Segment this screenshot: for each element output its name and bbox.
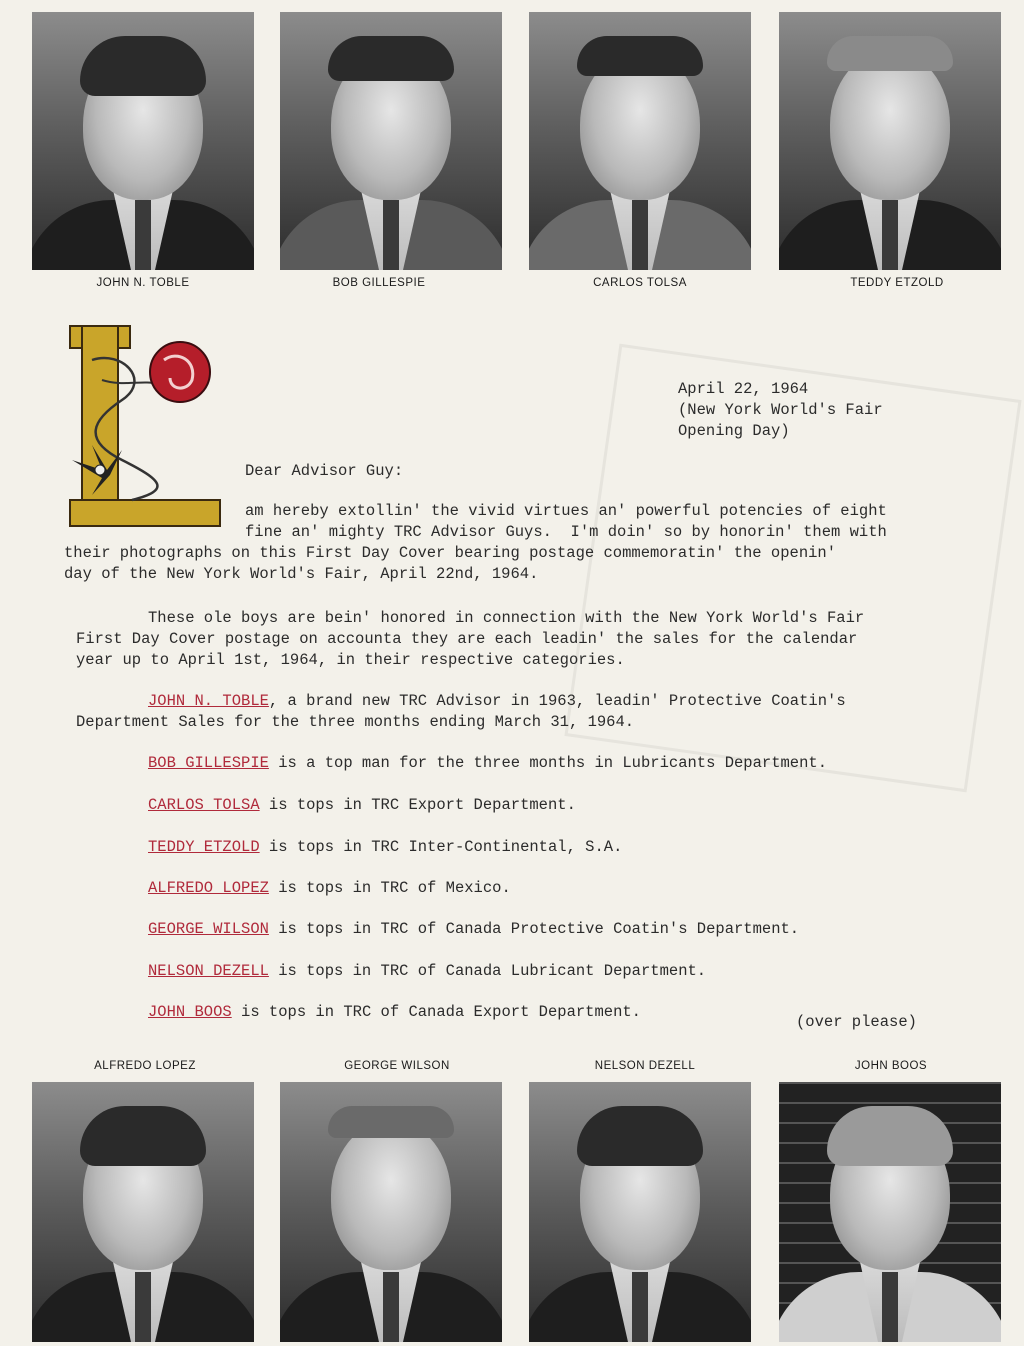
honoree-name: JOHN BOOS [148, 1003, 232, 1021]
date-line-1: April 22, 1964 [678, 380, 809, 398]
honoree-name: BOB GILLESPIE [148, 754, 269, 772]
para2-line-1: These ole boys are bein' honored in connection with the New York World's Fair [148, 609, 865, 627]
para2-line-3: year up to April 1st, 1964, in their respective categories. [76, 651, 625, 669]
photo-george-wilson [280, 1082, 502, 1342]
photo-teddy-etzold [779, 12, 1001, 270]
honoree-text: , a brand new TRC Advisor in 1963, leadin' Protective Coatin's [268, 692, 846, 710]
honoree-john-toble [148, 691, 846, 712]
over-please: (over please) [796, 1013, 917, 1031]
honoree-text: is a top man for the three months in Lubricants Department. [268, 754, 828, 772]
honoree-alfredo-lopez [148, 878, 511, 899]
honoree-text: is tops in TRC of Mexico. [268, 879, 511, 897]
honoree-name: GEORGE WILSON [148, 920, 269, 938]
date-line-3: Opening Day) [678, 422, 790, 440]
photo-alfredo-lopez [32, 1082, 254, 1342]
para2-line-2: First Day Cover postage on accounta they are each leadin' the sales for the calendar [76, 630, 858, 648]
intro-line-1: am hereby extollin' the vivid virtues an' powerful potencies of eight [245, 502, 887, 520]
intro-line-4: day of the New York World's Fair, April 22nd, 1964. [64, 565, 539, 583]
illuminated-initial-i [62, 320, 222, 530]
honoree-george-wilson [148, 919, 799, 940]
honoree-name: NELSON DEZELL [148, 962, 269, 980]
intro-line-3: their photographs on this First Day Cover bearing postage commemoratin' the openin' [64, 544, 837, 562]
honoree-john-boos [148, 1002, 641, 1023]
photo-bob-gillespie [280, 12, 502, 270]
caption-john-boos: JOHN BOOS [854, 1060, 928, 1072]
honoree-name: TEDDY ETZOLD [148, 838, 260, 856]
caption-nelson-dezell: NELSON DEZELL [594, 1060, 696, 1072]
photo-carlos-tolsa [529, 12, 751, 270]
caption-carlos-tolsa: CARLOS TOLSA [593, 277, 687, 289]
honoree-carlos-tolsa [148, 795, 576, 816]
honoree-nelson-dezell [148, 961, 706, 982]
honoree-text: is tops in TRC Inter-Continental, S.A. [259, 838, 623, 856]
caption-john-toble: JOHN N. TOBLE [96, 277, 190, 289]
honoree-name: ALFREDO LOPEZ [148, 879, 269, 897]
honoree-text: is tops in TRC of Canada Protective Coatin's Department. [268, 920, 800, 938]
honoree-john-toble-continuation: Department Sales for the three months ending March 31, 1964. [76, 713, 635, 731]
honoree-text: is tops in TRC of Canada Lubricant Department. [268, 962, 707, 980]
honoree-text: is tops in TRC of Canada Export Department. [231, 1003, 641, 1021]
date-line-2: (New York World's Fair [678, 401, 883, 419]
photo-nelson-dezell [529, 1082, 751, 1342]
caption-bob-gillespie: BOB GILLESPIE [332, 277, 426, 289]
honoree-bob-gillespie [148, 753, 827, 774]
salutation: Dear Advisor Guy: [245, 462, 404, 480]
honoree-name: CARLOS TOLSA [148, 796, 260, 814]
caption-george-wilson: GEORGE WILSON [344, 1060, 450, 1072]
honoree-text: is tops in TRC Export Department. [259, 796, 576, 814]
intro-line-2: fine an' mighty TRC Advisor Guys. I'm doin' so by honorin' them with [245, 523, 887, 541]
photo-john-boos [779, 1082, 1001, 1342]
honoree-name: JOHN N. TOBLE [148, 692, 269, 710]
caption-teddy-etzold: TEDDY ETZOLD [850, 277, 944, 289]
photo-john-toble [32, 12, 254, 270]
honoree-teddy-etzold [148, 837, 622, 858]
caption-alfredo-lopez: ALFREDO LOPEZ [94, 1060, 196, 1072]
